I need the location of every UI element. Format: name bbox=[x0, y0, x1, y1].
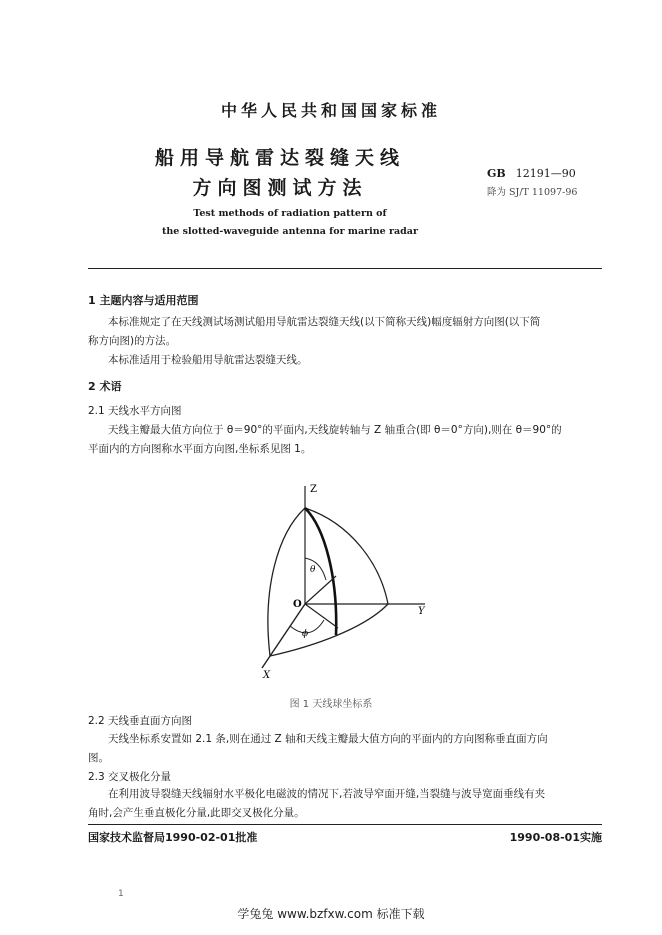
section-2-1-heading: 2.1 天线水平方向图 bbox=[88, 405, 182, 417]
label-y: Y bbox=[418, 606, 425, 617]
coordinate-figure bbox=[240, 478, 450, 683]
page-number: 1 bbox=[118, 889, 124, 899]
section-2-1-line-1: 天线主瓣最大值方向位于 θ＝90°的平面内,天线旋转轴与 Z 轴重合(即 θ＝0°方向),则在 θ＝90°的 bbox=[108, 424, 562, 436]
section-2-1-line-2: 平面内的方向图称水平面方向图,坐标系见图 1。 bbox=[88, 443, 312, 455]
label-phi: ϕ bbox=[302, 629, 309, 639]
header-rule bbox=[88, 268, 602, 269]
section-2-3-line-2: 角时,会产生垂直极化分量,此即交叉极化分量。 bbox=[88, 807, 305, 819]
title-line-1: 船用导航雷达裂缝天线 bbox=[154, 147, 405, 169]
issuing-org: 中华人民共和国国家标准 bbox=[220, 101, 441, 120]
label-x: X bbox=[263, 670, 271, 681]
approval-date: 国家技术监督局1990-02-01批准 bbox=[88, 831, 258, 844]
implementation-date: 1990-08-01实施 bbox=[509, 831, 602, 844]
theta-arc bbox=[305, 558, 326, 580]
arc-z-x bbox=[268, 508, 305, 656]
label-origin: O bbox=[293, 599, 302, 610]
section-2-heading: 2 术语 bbox=[88, 380, 122, 393]
section-1-para-1-line-1: 本标准规定了在天线测试场测试船用导航雷达裂缝天线(以下简称天线)幅度辐射方向图(以下简 bbox=[108, 316, 541, 328]
english-title-line-1: Test methods of radiation pattern of bbox=[193, 208, 387, 219]
site-watermark[interactable]: 学兔兔 www.bzfxw.com 标准下载 bbox=[237, 907, 425, 921]
radius-vector bbox=[305, 576, 336, 604]
figure-caption: 图 1 天线球坐标系 bbox=[289, 699, 373, 710]
section-1-heading: 1 主题内容与适用范围 bbox=[88, 294, 199, 307]
gb-prefix: GB bbox=[487, 167, 506, 180]
section-2-2-heading: 2.2 天线垂直面方向图 bbox=[88, 715, 193, 727]
standard-number bbox=[487, 167, 576, 180]
section-1-para-2: 本标准适用于检验船用导航雷达裂缝天线。 bbox=[108, 354, 308, 366]
section-2-2-line-1: 天线坐标系安置如 2.1 条,则在通过 Z 轴和天线主瓣最大值方向的平面内的方向图称垂直面方向 bbox=[108, 733, 548, 745]
english-title-line-2: the slotted-waveguide antenna for marine radar bbox=[162, 226, 418, 237]
section-2-3-line-1: 在利用波导裂缝天线辐射水平极化电磁波的情况下,若波导窄面开缝,当裂缝与波导宽面垂线有夹 bbox=[108, 788, 546, 800]
label-z: Z bbox=[310, 484, 317, 495]
label-theta: θ bbox=[310, 565, 316, 575]
section-2-3-heading: 2.3 交叉极化分量 bbox=[88, 771, 172, 783]
demoted-note: 降为 SJ/T 11097-96 bbox=[487, 187, 578, 198]
arc-z-y bbox=[305, 508, 388, 604]
section-2-2-line-2: 图。 bbox=[88, 752, 109, 764]
gb-number: 12191—90 bbox=[515, 167, 576, 180]
title-line-2: 方向图测试方法 bbox=[192, 177, 368, 199]
footer-rule bbox=[88, 824, 602, 825]
section-1-para-1-line-2: 称方向图)的方法。 bbox=[88, 335, 177, 347]
